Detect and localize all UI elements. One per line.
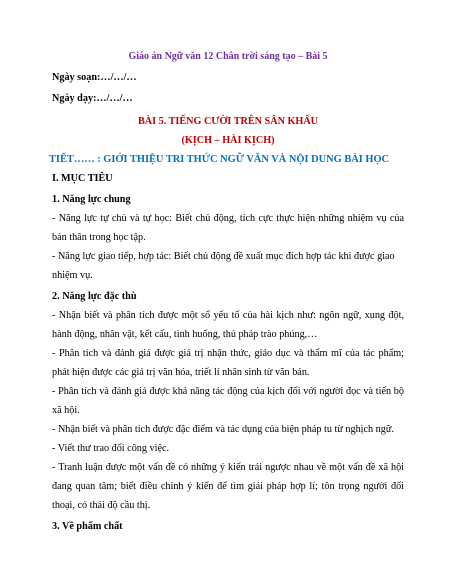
specific-item: - Viết thư trao đổi công việc. bbox=[52, 443, 170, 454]
lesson-title: BÀI 5. TIẾNG CƯỜI TRÊN SÂN KHẤU bbox=[137, 116, 319, 127]
teach-date: Ngày dạy:…/…/… bbox=[52, 93, 133, 104]
specific-item: - Phân tích và đánh giá được khả năng tác động của kịch đối với người đọc và tiến bộ xã hội. bbox=[52, 386, 404, 416]
specific-item: - Phân tích và đánh giá được giá trị nhận thức, giáo dục và thẩm mĩ của tác phẩm; phát hiện được các giá trị văn hóa, triết lí nhân sinh từ văn bản. bbox=[52, 348, 404, 378]
specific-competence-heading: 2. Năng lực đặc thù bbox=[52, 291, 137, 302]
period-title: TIẾT…… : GIỚI THIỆU TRI THỨC NGỮ VĂN VÀ NỘI DUNG BÀI HỌC bbox=[49, 154, 390, 165]
specific-item: - Tranh luận được một vấn đề có những ý kiến trái ngược nhau về một vấn đề xã hội đang quan tâm; biết điều chỉnh ý kiến để tìm giải pháp hợp lí; tôn trọng người đối thoại, có thái độ cầu thị. bbox=[52, 462, 404, 511]
quality-heading: 3. Về phẩm chất bbox=[52, 521, 123, 532]
specific-item: - Nhận biết và phân tích được đặc điểm và tác dụng của biện pháp tu từ nghịch ngữ. bbox=[52, 424, 394, 435]
general-item: - Năng lực tự chủ và tự học: Biết chủ động, tích cực thực hiện những nhiệm vụ của bản thân trong học tập. bbox=[52, 213, 404, 243]
specific-item: - Nhận biết và phân tích được một số yếu tố của hài kịch như: ngôn ngữ, xung đột, hành động, nhân vật, kết cấu, tình huống, thủ pháp trào phúng,… bbox=[52, 310, 404, 340]
prep-date: Ngày soạn:…/…/… bbox=[52, 72, 137, 83]
lesson-subtitle: (KỊCH – HÀI KỊCH) bbox=[181, 135, 275, 146]
document-page bbox=[49, 47, 404, 536]
general-item: - Năng lực giao tiếp, hợp tác: Biết chủ động đề xuất mục đích hợp tác khi được giao bbox=[52, 251, 395, 262]
objectives-heading: I. MỤC TIÊU bbox=[52, 173, 113, 184]
general-item: nhiệm vụ. bbox=[52, 270, 93, 281]
document-header-title: Giáo án Ngữ văn 12 Chân trời sáng tạo – Bài 5 bbox=[128, 51, 328, 62]
general-competence-heading: 1. Năng lực chung bbox=[52, 194, 131, 205]
